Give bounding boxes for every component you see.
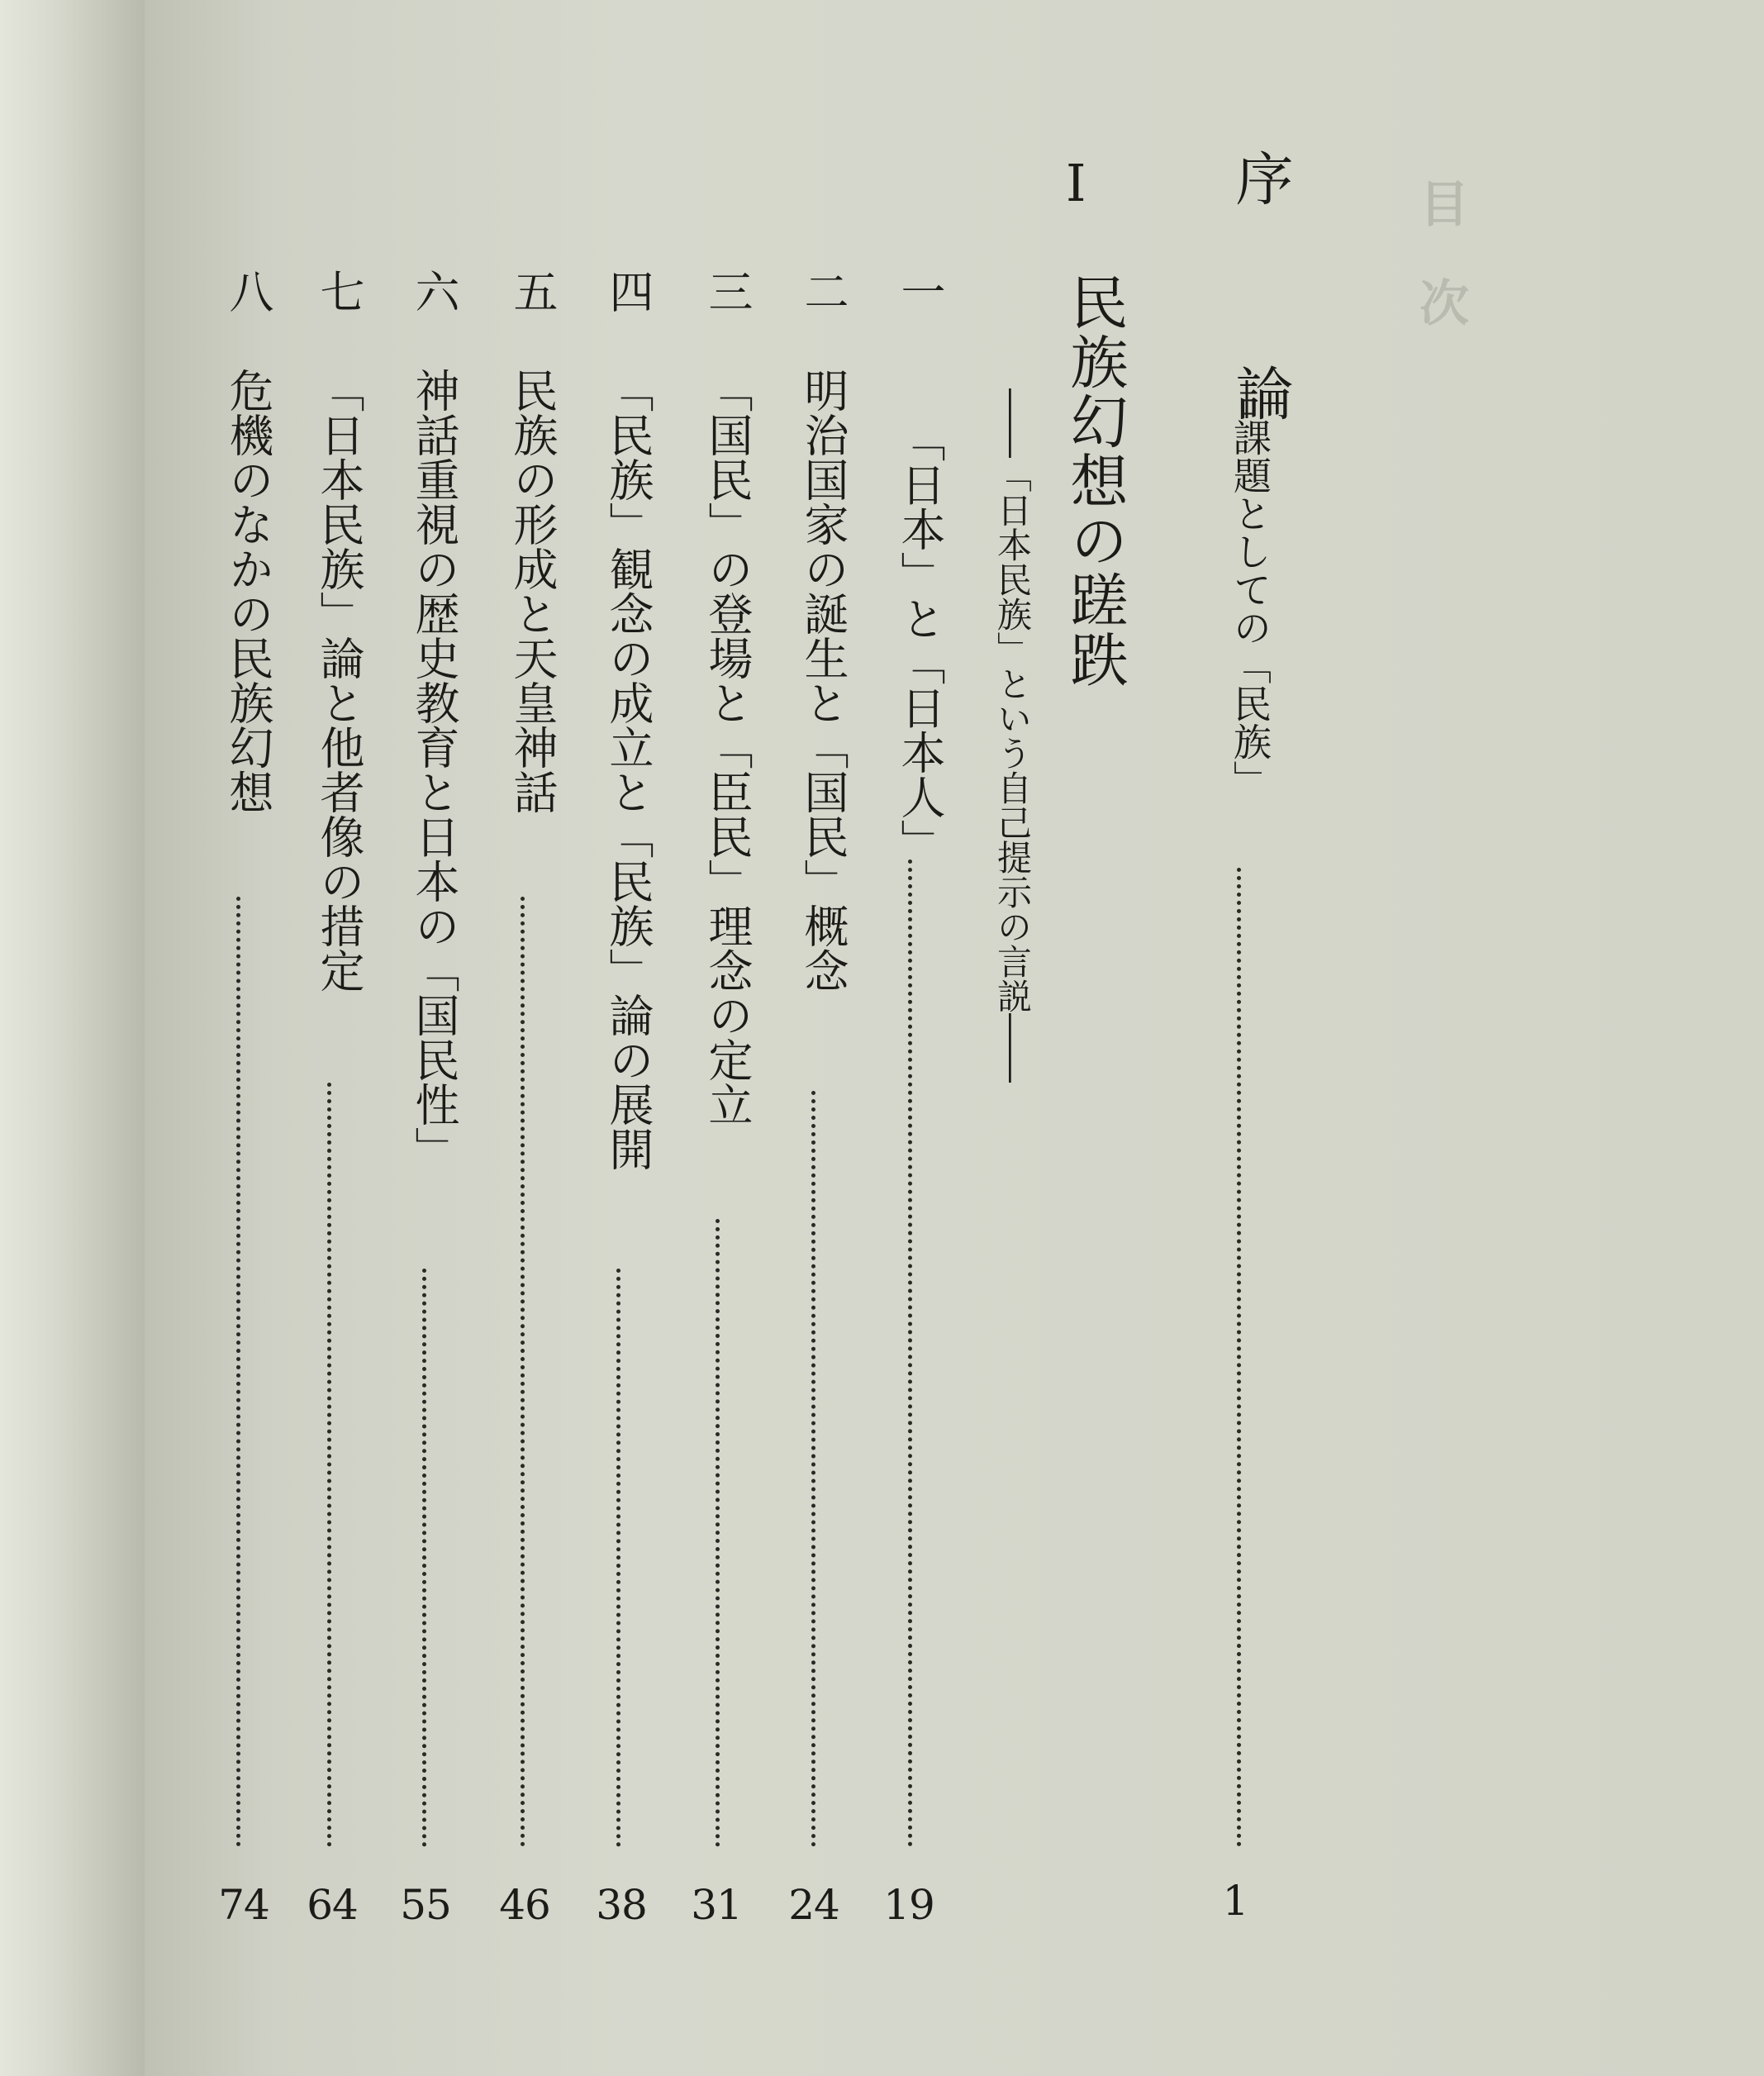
chapter-leader <box>327 1083 331 1847</box>
intro-page-number: 1 <box>1222 1877 1248 1925</box>
chapter-number: 二 <box>797 269 849 313</box>
chapter-leader <box>616 1269 620 1847</box>
intro-subtitle: ―課題としての「民族」 <box>1228 380 1272 798</box>
chapter-leader <box>236 897 240 1847</box>
chapter-number: 三 <box>701 269 754 313</box>
chapter-page-number: 74 <box>218 1881 269 1929</box>
chapter-page-number: 31 <box>691 1881 742 1929</box>
part-title: 民族幻想の蹉跌 <box>1061 273 1129 689</box>
chapter-number: 一 <box>894 269 946 313</box>
page-paper <box>145 0 1764 2076</box>
chapter-page-number: 24 <box>788 1881 839 1929</box>
chapter-title: 「日本民族」論と他者像の措定 <box>313 368 365 993</box>
chapter-leader <box>716 1219 720 1847</box>
chapter-title: 「国民」の登場と「臣民」理念の定立 <box>701 368 754 1126</box>
chapter-title: 「民族」観念の成立と「民族」論の展開 <box>602 368 654 1171</box>
part-subtitle: ――「日本民族」という自己提示の言説―― <box>992 388 1033 1083</box>
intro-leader <box>1237 868 1241 1847</box>
chapter-title: 民族の形成と天皇神話 <box>506 368 559 814</box>
chapter-title: 明治国家の誕生と「国民」概念 <box>797 368 849 993</box>
chapter-leader <box>908 859 912 1847</box>
running-head-show-through: 目 次 <box>1411 178 1469 326</box>
chapter-leader <box>521 897 525 1847</box>
chapter-number: 四 <box>602 269 654 313</box>
chapter-page-number: 19 <box>883 1881 934 1929</box>
chapter-number: 八 <box>222 269 274 313</box>
chapter-title: 「日本」と「日本人」 <box>894 417 946 864</box>
chapter-title: 神話重視の歴史教育と日本の「国民性」 <box>408 368 460 1171</box>
chapter-number: 五 <box>506 269 559 313</box>
chapter-page-number: 38 <box>596 1881 647 1929</box>
chapter-title: 危機のなかの民族幻想 <box>222 368 274 814</box>
chapter-leader <box>422 1269 426 1847</box>
intro-title: 序 論 <box>1226 149 1294 471</box>
chapter-number: 七 <box>313 269 365 313</box>
chapter-leader <box>811 1091 815 1847</box>
chapter-page-number: 46 <box>499 1881 550 1929</box>
chapter-page-number: 64 <box>307 1881 358 1929</box>
book-gutter <box>0 0 145 2076</box>
part-numeral: I <box>1066 153 1086 213</box>
chapter-page-number: 55 <box>400 1881 451 1929</box>
chapter-number: 六 <box>408 269 460 313</box>
